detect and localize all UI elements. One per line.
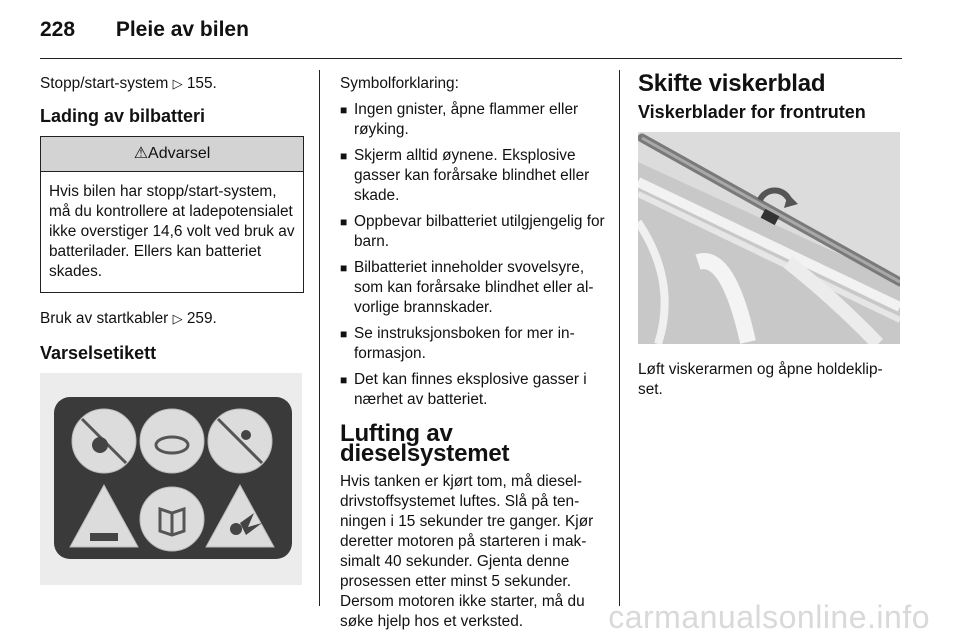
column-3	[638, 70, 900, 400]
list-item: ■ Oppbevar bilbatteriet utilgjengelig for barn.	[340, 212, 608, 252]
warning-triangle-icon: ⚠	[133, 145, 149, 162]
page-header	[40, 18, 249, 42]
cross-reference	[40, 74, 304, 94]
warning-body: Hvis bilen har stopp/start-system, må du kontrollere at ladepotensialet ikke overstiger 14,6 volt ved bruk av batterilader. Ellers kan batteriet skades.	[49, 183, 295, 280]
section-heading-wiper-blade: Skifte viskerblad	[638, 70, 826, 97]
list-item: ■ Det kan finnes eksplosive gasser i nærhet av batteriet.	[340, 370, 608, 410]
list-item: ■ Skjerm alltid øynene. Eksplosive gasser kan forårsake blindhet eller skade.	[340, 146, 608, 206]
section-heading-diesel-venting: Lufting av dieselsystemet	[340, 420, 510, 467]
wiper-blade-icon	[638, 132, 900, 344]
column-2	[340, 74, 608, 632]
wiper-illustration	[638, 132, 900, 344]
cross-reference-page[interactable]: 155.	[186, 75, 217, 92]
header-rule	[40, 58, 902, 59]
column-1	[40, 74, 304, 585]
symbol-legend-list	[340, 100, 608, 410]
warning-box	[40, 136, 304, 293]
page-number: 228	[40, 18, 76, 41]
diesel-venting-body: Hvis tanken er kjørt tom, må dieseldrivstoffsystemet luftes. Slå på tenningen i 15 sekunder tre ganger. Kjør deretter motoren på starteren i maksimalt 40 sekunder. Gjenta denne prosessen etter minst 5 sekunder. Dersom motoren ikke starter, må du søke hjelp hos et verksted.	[340, 473, 594, 630]
column-divider-2	[619, 70, 620, 606]
warning-header	[41, 137, 303, 172]
watermark: carmanualsonline.info	[608, 599, 930, 635]
page-ref-icon: ▷	[172, 76, 183, 91]
section-heading-battery-charging: Lading av bilbatteri	[40, 106, 206, 126]
cross-reference-text: Stopp/start-system	[40, 75, 169, 92]
list-item: ■ Se instruksjonsboken for mer informasjon.	[340, 324, 608, 364]
wiper-caption: Løft viskerarmen og åpne holdeklipset.	[638, 361, 883, 398]
battery-warning-symbols-icon	[40, 373, 302, 585]
symbol-legend-intro: Symbolforklaring:	[340, 75, 459, 92]
section-subheading-windscreen-wipers: Viskerblader for frontruten	[638, 102, 866, 122]
jump-start-text: Bruk av startkabler	[40, 310, 169, 327]
column-divider-1	[319, 70, 320, 606]
jump-start-reference	[40, 309, 304, 329]
list-item: ■ Ingen gnister, åpne flammer eller røyking.	[340, 100, 608, 140]
jump-start-page[interactable]: 259.	[186, 310, 217, 327]
warning-title: Advarsel	[148, 145, 211, 162]
page-ref-icon: ▷	[172, 311, 183, 326]
section-heading-warning-label: Varselsetikett	[40, 343, 157, 363]
list-item: ■ Bilbatteriet inneholder svovelsyre, som kan forårsake blindhet eller alvorlige brannskader.	[340, 258, 608, 318]
page-title: Pleie av bilen	[115, 18, 249, 41]
warning-label-illustration	[40, 373, 302, 585]
